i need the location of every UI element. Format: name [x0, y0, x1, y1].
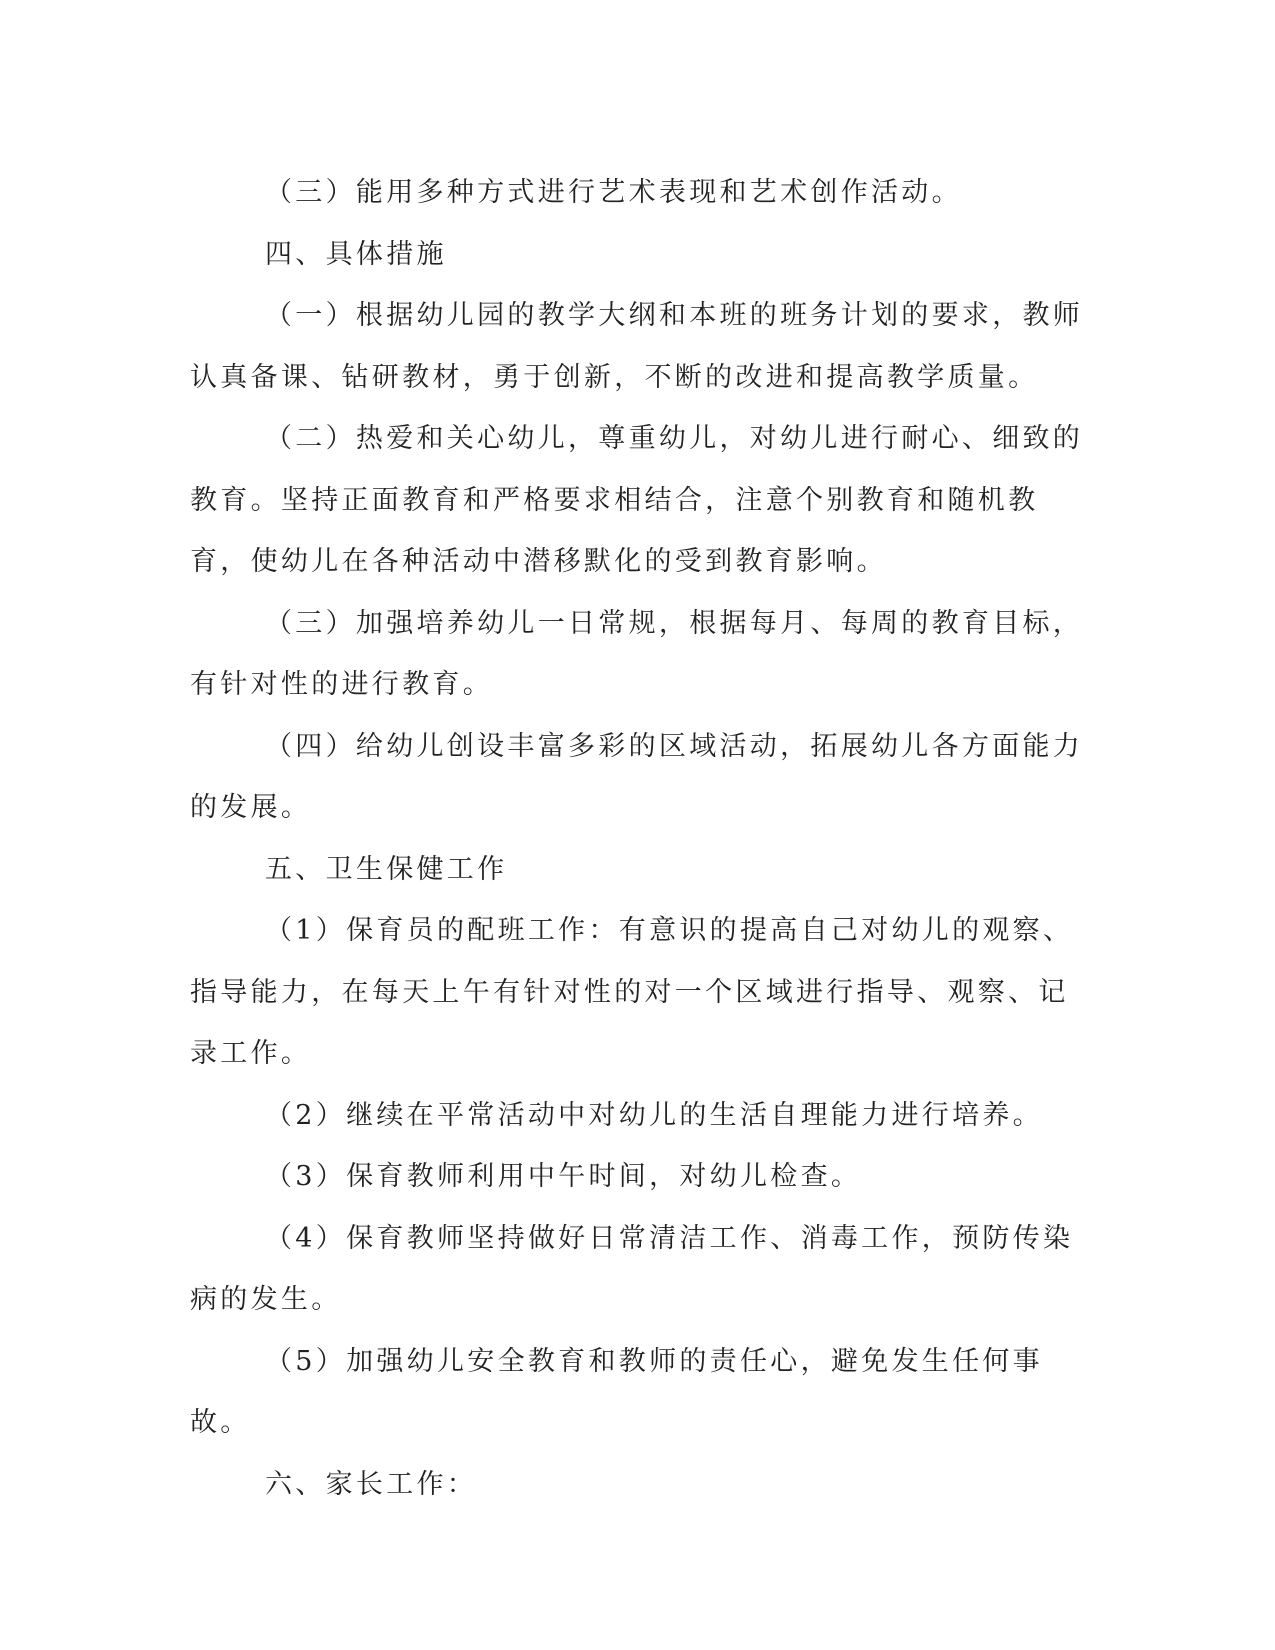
document-body	[190, 162, 1085, 1515]
paragraph-caregiver-assistance: （1）保育员的配班工作：有意识的提高自己对幼儿的观察、指导能力，在每天上午有针对性的对一个区域进行指导、观察、记录工作。	[190, 915, 1074, 1069]
paragraph-cleaning-disinfection: （4）保育教师坚持做好日常清洁工作、消毒工作，预防传染病的发生。	[190, 1222, 1074, 1315]
paragraph-art-expression: （三）能用多种方式进行艺术表现和艺术创作活动。	[265, 177, 962, 208]
paragraph-safety-education: （5）加强幼儿安全教育和教师的责任心，避免发生任何事故。	[190, 1345, 1043, 1438]
section-heading-health-care: 五、卫生保健工作	[265, 853, 508, 885]
section-heading-parent-work: 六、家长工作：	[265, 1468, 478, 1500]
paragraph-noon-check: （3）保育教师利用中午时间，对幼儿检查。	[265, 1161, 862, 1192]
paragraph-teaching-plan: （一）根据幼儿园的教学大纲和本班的班务计划的要求，教师认真备课、钻研教材，勇于创新，不断的改进和提高教学质量。	[190, 300, 1084, 393]
paragraph-daily-routine: （三）加强培养幼儿一日常规，根据每月、每周的教育目标，有针对性的进行教育。	[190, 607, 1084, 700]
paragraph-self-care-skills: （2）继续在平常活动中对幼儿的生活自理能力进行培养。	[265, 1099, 1043, 1131]
section-heading-measures: 四、具体措施	[265, 238, 447, 270]
paragraph-care-for-children: （二）热爱和关心幼儿，尊重幼儿，对幼儿进行耐心、细致的教育。坚持正面教育和严格要求相结合，注意个别教育和随机教育，使幼儿在各种活动中潜移默化的受到教育影响。	[190, 423, 1084, 577]
paragraph-area-activities: （四）给幼儿创设丰富多彩的区域活动，拓展幼儿各方面能力的发展。	[190, 730, 1084, 823]
